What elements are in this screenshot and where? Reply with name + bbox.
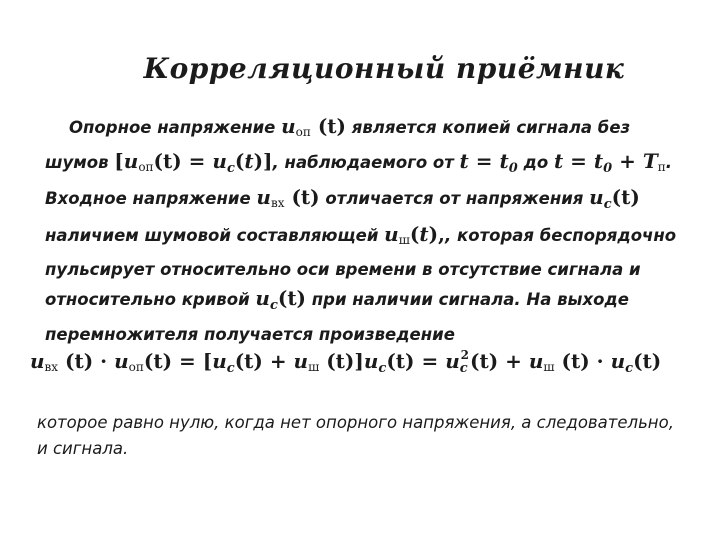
product-equation: $u_{вх}$ $(t) \cdot u_{оп}(t) = [u_c(t) + u_ш$ $(t)]u_c(t) = u_c^2(t) + u_ш$ $(t) \cdot u_c(t)$ — [30, 348, 662, 376]
conclusion-text: которое равно нулю, когда нет опорного напряжения, а следовательно, и сигнала. — [37, 413, 674, 458]
body-paragraph: Опорное напряжение $u_{оп}$ (t) является копией сигнала без шумов $[u_{оп}(t) = u_c(t)]$, наблюдаемого от $t = t_0$ до $t = t_0 + T_п$. Входное напряжение $u_{вх}$ (t) отличается от напряжения $u_c(t)$ наличием шумовой составляющей $u_ш(t)$,, которая беспорядочно пульсирует относительно оси времени в отсутствие сигнала и относительно кривой $u_c(t)$ при наличии сигнала. На выходе перемножителя получается произведение — [45, 114, 677, 345]
slide-title: Корреляционный приёмник — [143, 52, 625, 85]
